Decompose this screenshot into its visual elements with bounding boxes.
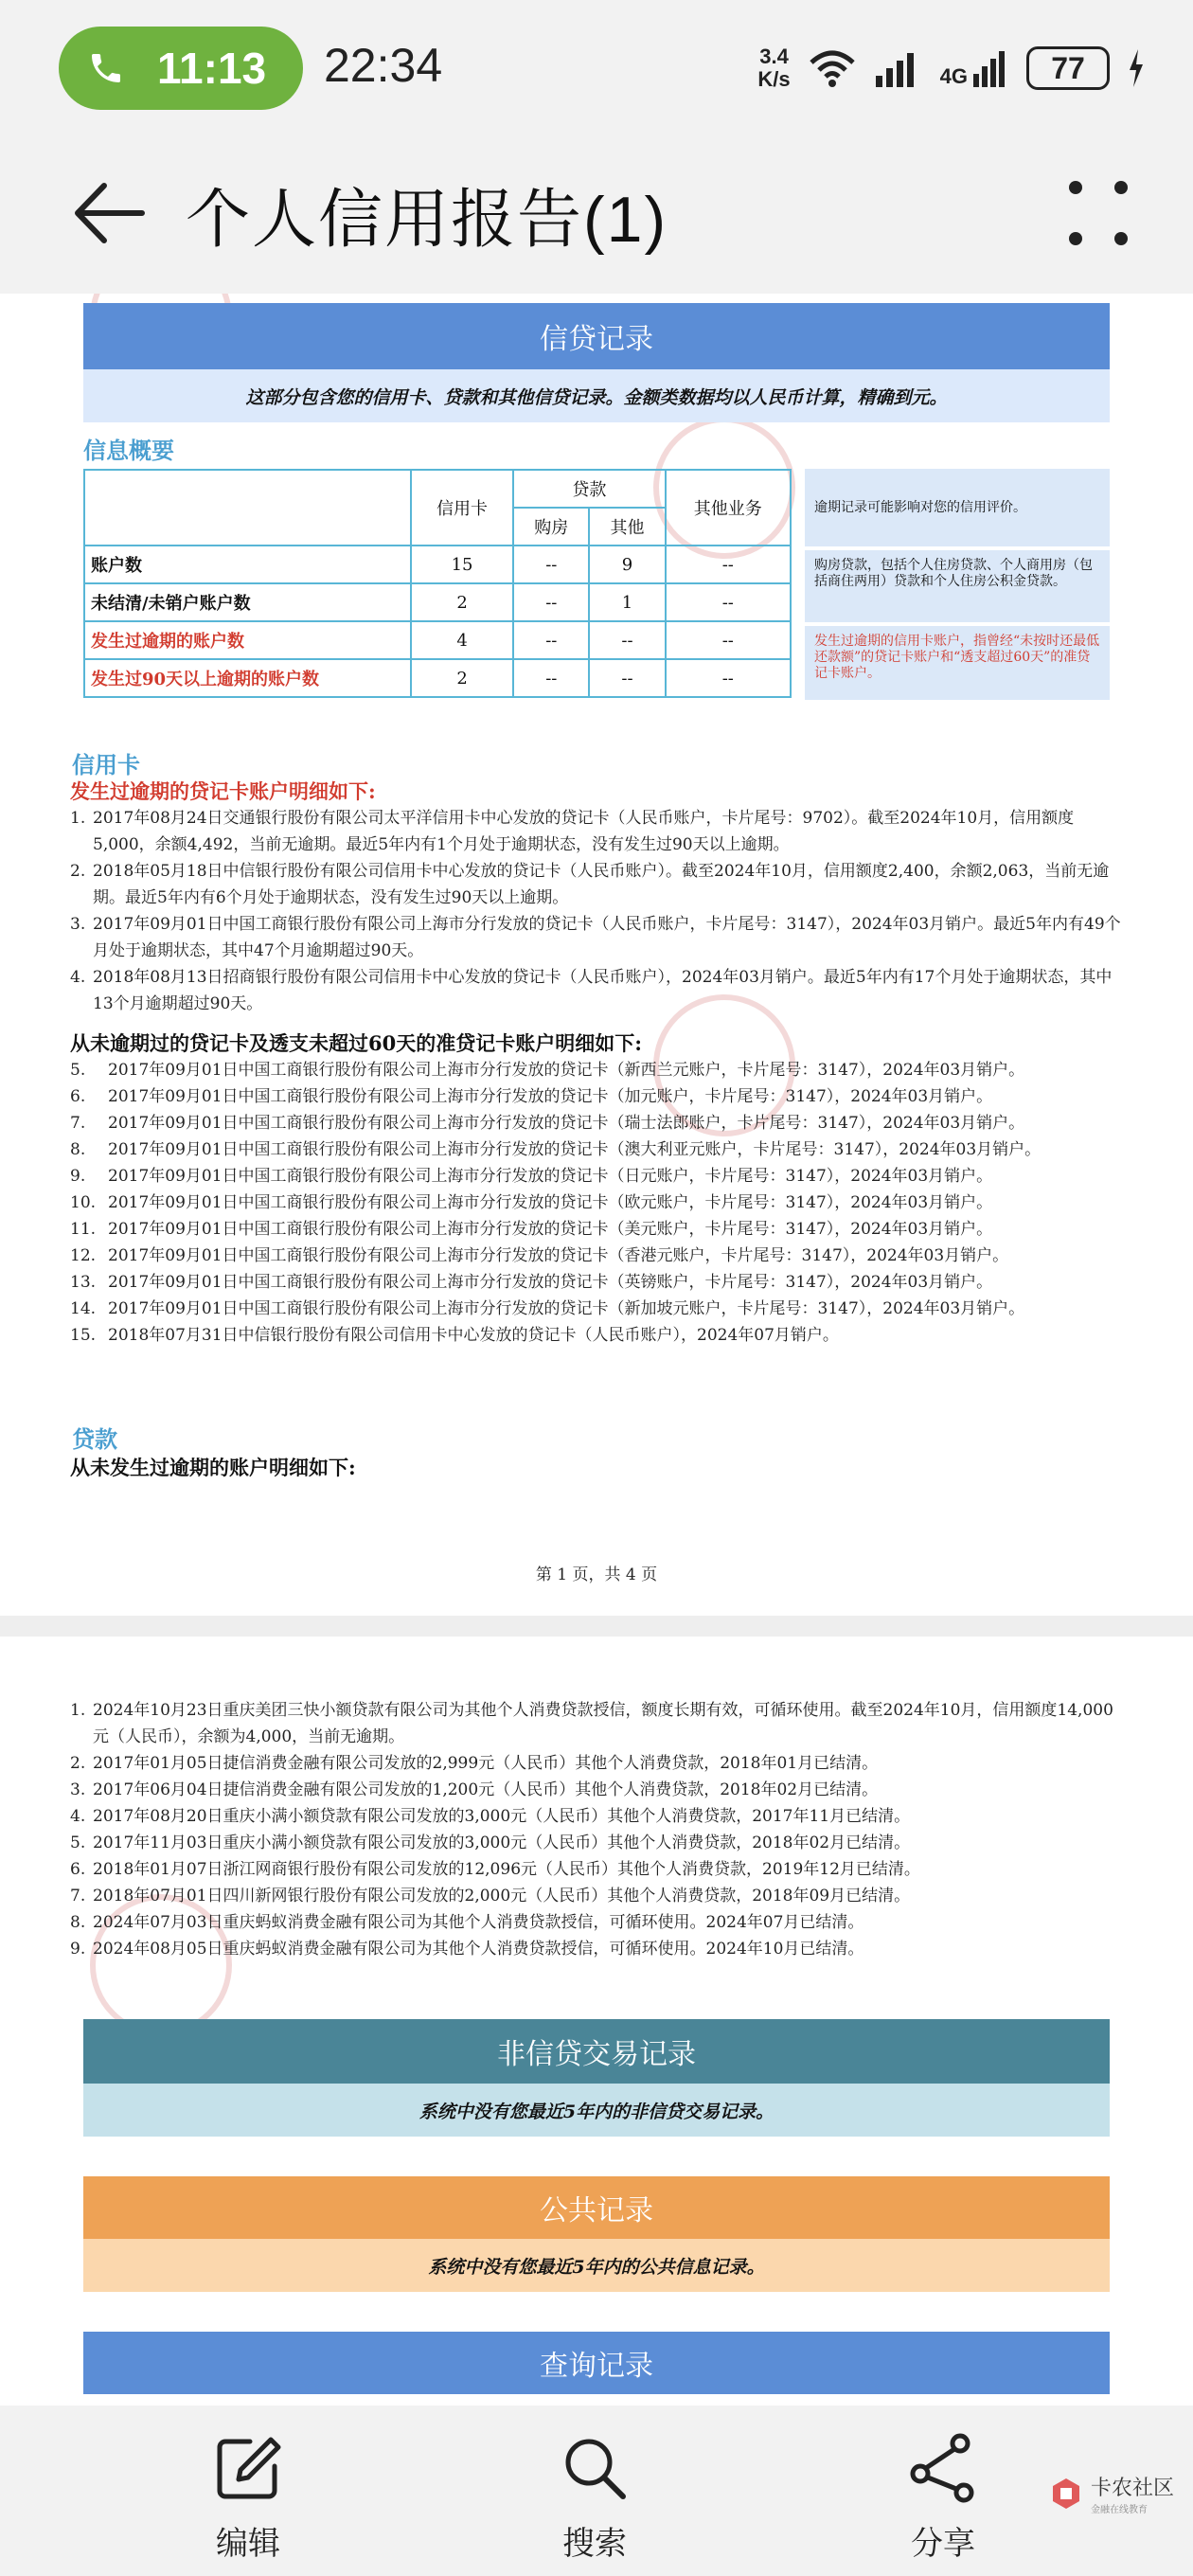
edit-label: 编辑 [216,2526,280,2562]
report-document[interactable] [0,294,1193,2406]
brand-tagline: 金融在线教育 [1090,2505,1148,2515]
table-row: 账户数 15 -- 9 -- [84,546,791,583]
col-loan: 贷款 [513,470,665,508]
share-button[interactable] [867,2432,1019,2565]
list-item: 2. 2018年05月18日中信银行股份有限公司信用卡中心发放的贷记卡（人民币账户）。截至2024年10月，信用额度2,400，余额2,063，当前无逾期。最近5年内有6个月处于逾期状态，没有发生过90天以上逾期。 [70,862,1110,907]
share-icon [907,2432,979,2504]
clock: 22:34 [324,39,443,92]
overview-heading: 信息概要 [83,438,174,464]
signal-4g-bars-icon [971,47,1009,89]
status-icons [757,36,1146,100]
list-item: 3. 2017年09月01日中国工商银行股份有限公司上海市分行发放的贷记卡（人民币账户，卡片尾号：3147），2024年03月销户。最近5年内有49个月处于逾期状态，其中47个月逾期超过90天。 [70,915,1121,960]
list-item: 8. 2017年09月01日中国工商银行股份有限公司上海市分行发放的贷记卡（澳大利亚元账户，卡片尾号：3147），2024年03月销户。 [70,1140,1042,1159]
col-house: 购房 [513,508,589,546]
list-item: 10. 2017年09月01日中国工商银行股份有限公司上海市分行发放的贷记卡（欧元账户，卡片尾号：3147），2024年03月销户。 [70,1193,993,1212]
credit-records-subtitle: 这部分包含您的信用卡、贷款和其他信贷记录。金额类数据均以人民币计算，精确到元。 [83,369,1110,422]
wifi-icon [808,47,857,89]
credit-records-header: 信贷记录 [83,303,1110,369]
search-button[interactable] [519,2432,670,2565]
list-item: 8. 2024年07月03日重庆蚂蚁消费金融有限公司为其他个人消费贷款授信，可循环使用。2024年07月已结清。 [70,1913,864,1932]
more-options-icon[interactable] [1060,172,1136,254]
list-item: 12. 2017年09月01日中国工商银行股份有限公司上海市分行发放的贷记卡（香港元账户，卡片尾号：3147），2024年03月销户。 [70,1246,1009,1265]
note-housing-loan: 购房贷款，包括个人住房贷款、个人商用房（包括商住两用）贷款和个人住房公积金贷款。 [805,550,1110,622]
query-records-header: 查询记录 [83,2332,1110,2394]
list-item: 13. 2017年09月01日中国工商银行股份有限公司上海市分行发放的贷记卡（英镑账户，卡片尾号：3147），2024年03月销户。 [70,1273,993,1292]
page-separator [0,1616,1193,1637]
note-overdue-card: 发生过逾期的信用卡账户，指曾经“未按时还最低还款额”的贷记卡账户和“透支超过60天”的准贷记卡账户。 [805,626,1110,700]
note-overdue: 逾期记录可能影响对您的信用评价。 [805,469,1110,546]
charging-icon [1127,47,1146,89]
overview-notes [805,469,1110,704]
list-item: 15. 2018年07月31日中信银行股份有限公司信用卡中心发放的贷记卡（人民币账户），2024年07月销户。 [70,1326,839,1345]
list-item: 5. 2017年11月03日重庆小满小额贷款有限公司发放的3,000元（人民币）其他个人消费贷款，2018年02月已结清。 [70,1834,911,1852]
overview-table [83,469,792,698]
list-item: 2. 2017年01月05日捷信消费金融有限公司发放的2,999元（人民币）其他个人消费贷款，2018年01月已结清。 [70,1754,879,1773]
overdue-cards-heading: 发生过逾期的贷记卡账户明细如下: [70,779,376,803]
signal-4g: 4G [940,47,1009,89]
credit-card-heading: 信用卡 [72,752,140,778]
brand-name: 卡农社区 [1090,2476,1174,2499]
share-label: 分享 [911,2526,975,2562]
list-item: 6. 2017年09月01日中国工商银行股份有限公司上海市分行发放的贷记卡（加元账户，卡片尾号：3147），2024年03月销户。 [70,1087,993,1106]
brand-logo-icon [1047,2475,1085,2513]
page-footer: 第 1 页，共 4 页 [535,1565,658,1584]
list-item: 1. 2024年10月23日重庆美团三快小额贷款有限公司为其他个人消费贷款授信，额度长期有效，可循环使用。截至2024年10月，信用额度14,000元（人民币），余额为4,000，当前无逾期。 [70,1701,1113,1746]
col-other-business: 其他业务 [666,470,791,546]
loan-normal-heading: 从未发生过逾期的账户明细如下: [70,1456,356,1479]
list-item: 6. 2018年01月07日浙江网商银行股份有限公司发放的12,096元（人民币）其他个人消费贷款，2019年12月已结清。 [70,1860,920,1879]
status-bar [0,0,1193,133]
list-item: 11. 2017年09月01日中国工商银行股份有限公司上海市分行发放的贷记卡（美元账户，卡片尾号：3147），2024年03月销户。 [70,1220,993,1239]
call-duration: 11:13 [157,44,267,93]
signal-icon [874,47,923,89]
list-item: 3. 2017年06月04日捷信消费金融有限公司发放的1,200元（人民币）其他个人消费贷款，2018年02月已结清。 [70,1780,879,1799]
ongoing-call-pill[interactable] [59,27,303,110]
phone-icon [87,49,125,87]
loan-heading: 贷款 [72,1426,117,1453]
col-other: 其他 [589,508,665,546]
edit-button[interactable] [172,2432,324,2565]
page-title: 个人信用报告(1) [186,184,668,256]
list-item: 1. 2017年08月24日交通银行股份有限公司太平洋信用卡中心发放的贷记卡（人民币账户，卡片尾号：9702）。截至2024年10月，信用额度5,000，余额4,492，当前无逾期。最近5年内有1个月处于逾期状态，没有发生过90天以上逾期。 [70,809,1075,854]
search-icon [559,2432,631,2504]
list-item: 14. 2017年09月01日中国工商银行股份有限公司上海市分行发放的贷记卡（新加坡元账户，卡片尾号：3147），2024年03月销户。 [70,1299,1025,1318]
network-speed: 3.4 K/s [757,45,791,91]
battery-indicator: 77 [1026,46,1110,90]
title-bar [0,133,1193,294]
bottom-toolbar [0,2406,1193,2576]
list-item: 7. 2018年07月01日四川新网银行股份有限公司发放的2,000元（人民币）其他个人消费贷款，2018年09月已结清。 [70,1887,911,1905]
edit-icon [212,2432,284,2504]
list-item: 5. 2017年09月01日中国工商银行股份有限公司上海市分行发放的贷记卡（新西兰元账户，卡片尾号：3147），2024年03月销户。 [70,1061,1025,1080]
list-item: 9. 2017年09月01日中国工商银行股份有限公司上海市分行发放的贷记卡（日元账户，卡片尾号：3147），2024年03月销户。 [70,1167,993,1186]
table-row: 未结清/未销户账户数 2 -- 1 -- [84,583,791,621]
col-credit-card: 信用卡 [411,470,513,546]
public-records-header: 公共记录 [83,2176,1110,2239]
list-item: 4. 2018年08月13日招商银行股份有限公司信用卡中心发放的贷记卡（人民币账户），2024年03月销户。最近5年内有17个月处于逾期状态，其中13个月逾期超过90天。 [70,968,1113,1013]
normal-cards-heading: 从未逾期过的贷记卡及透支未超过60天的准贷记卡账户明细如下: [70,1031,642,1055]
public-records-subtitle: 系统中没有您最近5年内的公共信息记录。 [83,2239,1110,2292]
table-row: 发生过90天以上逾期的账户数 2 -- -- -- [84,659,791,697]
list-item: 4. 2017年08月20日重庆小满小额贷款有限公司发放的3,000元（人民币）其他个人消费贷款，2017年11月已结清。 [70,1807,911,1826]
back-arrow-icon[interactable] [66,170,151,256]
list-item: 7. 2017年09月01日中国工商银行股份有限公司上海市分行发放的贷记卡（瑞士法郎账户，卡片尾号：3147），2024年03月销户。 [70,1114,1025,1133]
search-label: 搜索 [562,2526,627,2562]
table-row: 发生过逾期的账户数 4 -- -- -- [84,621,791,659]
non-credit-records-subtitle: 系统中没有您最近5年内的非信贷交易记录。 [83,2084,1110,2137]
loan-list [70,1697,1121,1962]
brand-watermark [1047,2472,1174,2515]
normal-card-list [70,1057,1121,1349]
overdue-card-list [70,805,1121,1017]
non-credit-records-header: 非信贷交易记录 [83,2019,1110,2084]
list-item: 9. 2024年08月05日重庆蚂蚁消费金融有限公司为其他个人消费贷款授信，可循环使用。2024年10月已结清。 [70,1940,864,1959]
